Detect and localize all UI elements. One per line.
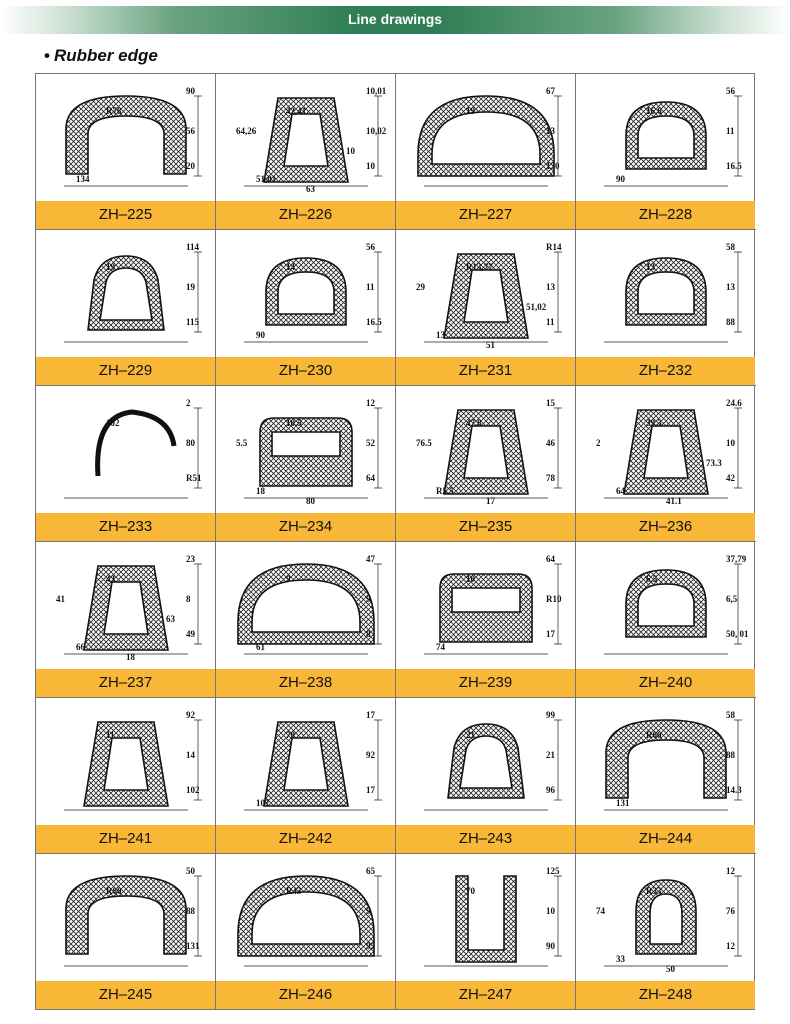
dimension-label: 76	[726, 906, 735, 916]
profile-code-label: ZH–232	[576, 357, 755, 385]
dimension-label: 6,5	[726, 594, 738, 604]
dimension-label: 24.6	[726, 398, 742, 408]
dimension-label: 80	[186, 438, 195, 448]
profile-drawing	[396, 74, 575, 200]
dimension-label: 9	[286, 574, 291, 584]
dimension-label: 23	[186, 554, 195, 564]
dimension-label: 131	[616, 798, 630, 808]
dimension-label: 9	[366, 594, 371, 604]
profile-cell	[396, 698, 576, 854]
profile-drawing	[36, 74, 215, 200]
dimension-label: 17	[486, 496, 495, 506]
profile-drawing	[36, 386, 215, 512]
dimension-label: R51	[186, 473, 202, 483]
dimension-label: 10	[346, 146, 355, 156]
dimension-label: 95	[366, 941, 375, 951]
dimension-label: 90	[256, 330, 265, 340]
profile-drawing	[396, 230, 575, 356]
dimension-label: 49	[186, 629, 195, 639]
dimension-label: R33	[646, 886, 662, 896]
profile-code-label: ZH–248	[576, 981, 755, 1009]
dimension-label: 64	[546, 554, 555, 564]
dimension-label: 70	[466, 886, 475, 896]
dimension-label: R78	[106, 106, 122, 116]
dimension-label: 16.5	[726, 161, 742, 171]
dimension-label: 51	[486, 340, 495, 350]
dimension-label: 10,01	[366, 86, 387, 96]
dimension-label: 18	[256, 486, 265, 496]
dimension-label: 43	[106, 574, 115, 584]
dimension-label: 19	[186, 282, 195, 292]
profile-code-label: ZH–233	[36, 513, 215, 541]
dimension-label: 10	[466, 574, 475, 584]
dimension-label: 9	[366, 906, 371, 916]
dimension-label: 50, 01	[726, 629, 749, 639]
dimension-label: R60	[646, 730, 662, 740]
dimension-label: 78	[546, 473, 555, 483]
profile-cell	[576, 542, 756, 698]
dimension-label: 56	[186, 126, 195, 136]
dimension-label: 74	[596, 906, 605, 916]
profile-cell	[396, 230, 576, 386]
dimension-label: R60	[106, 886, 122, 896]
dimension-label: 21	[546, 750, 555, 760]
dimension-label: 92	[366, 750, 375, 760]
dimension-label: 21	[466, 730, 475, 740]
dimension-label: 125	[546, 866, 560, 876]
header-title: Line drawings	[347, 11, 443, 27]
profile-code-label: ZH–227	[396, 201, 575, 229]
dimension-label: 17	[546, 629, 555, 639]
dimension-label: 11	[726, 126, 735, 136]
dimension-label: 66	[76, 642, 85, 652]
profile-drawing	[216, 854, 395, 980]
dimension-label: 41.1	[666, 496, 682, 506]
profile-cell	[216, 230, 396, 386]
profile-cell	[36, 542, 216, 698]
profile-code-label: ZH–242	[216, 825, 395, 853]
dimension-label: 19	[106, 262, 115, 272]
dimension-label: 50	[186, 866, 195, 876]
dimension-label: 8	[186, 594, 191, 604]
profile-cell	[216, 386, 396, 542]
dimension-label: 52	[366, 438, 375, 448]
dimension-label: 13	[546, 126, 555, 136]
dimension-label: 90	[186, 86, 195, 96]
dimension-label: 20	[186, 161, 195, 171]
dimension-label: 2	[596, 438, 601, 448]
dimension-label: 63	[166, 614, 175, 624]
dimension-label: 96	[546, 785, 555, 795]
profile-cell	[396, 542, 576, 698]
profile-code-label: ZH–226	[216, 201, 395, 229]
dimension-label: 102	[186, 785, 200, 795]
dimension-label: 64,26	[236, 126, 257, 136]
dimension-label: 10	[366, 161, 375, 171]
dimension-label: 67	[546, 86, 555, 96]
section-heading	[44, 46, 158, 66]
dimension-label: 10,02	[366, 126, 387, 136]
dimension-label: 88	[726, 750, 735, 760]
dimension-label: 12	[726, 941, 735, 951]
profile-cell	[396, 74, 576, 230]
dimension-label: 10	[546, 906, 555, 916]
profile-drawing	[576, 230, 755, 356]
dimension-label: 16.5	[366, 317, 382, 327]
dimension-label: 88	[186, 906, 195, 916]
dimension-label: 13	[726, 282, 735, 292]
dimension-label: 47.8	[466, 418, 482, 428]
dimension-label: 13	[646, 262, 655, 272]
dimension-label: 14	[186, 750, 195, 760]
dimension-label: 88	[726, 317, 735, 327]
profile-code-label: ZH–237	[36, 669, 215, 697]
dimension-label: 37,79	[726, 554, 747, 564]
dimension-label: 17	[366, 785, 375, 795]
profile-drawing	[396, 698, 575, 824]
dimension-label: 11	[366, 282, 375, 292]
profile-code-label: ZH–240	[576, 669, 755, 697]
profile-cell	[396, 386, 576, 542]
dimension-label: 42,41	[286, 106, 307, 116]
profile-drawing	[36, 542, 215, 668]
dimension-label: R10	[546, 594, 562, 604]
dimension-label: 2	[186, 398, 191, 408]
dimension-label: 90	[546, 941, 555, 951]
dimension-label: 63	[306, 184, 315, 194]
profile-drawing	[216, 74, 395, 200]
dimension-label: 58	[726, 242, 735, 252]
profile-drawing	[36, 854, 215, 980]
dimension-label: 65	[366, 866, 375, 876]
dimension-label: 51,01	[256, 174, 277, 184]
profile-cell	[576, 74, 756, 230]
dimension-label: 114	[186, 242, 200, 252]
dimension-label: 13	[546, 282, 555, 292]
dimension-label: 15	[546, 398, 555, 408]
dimension-lines	[64, 408, 202, 498]
profile-code-label: ZH–239	[396, 669, 575, 697]
dimension-label: 29	[416, 282, 425, 292]
dimension-label: 61	[256, 642, 265, 652]
profile-code-label: ZH–229	[36, 357, 215, 385]
dimension-label: 18	[126, 652, 135, 662]
dimension-label: 10.5	[286, 418, 302, 428]
dimension-label: 70	[286, 730, 295, 740]
dimension-label: R5.5	[436, 486, 454, 496]
dimension-label: 8	[366, 629, 371, 639]
profile-cell	[216, 698, 396, 854]
section-title: Rubber edge	[53, 46, 158, 65]
profile-drawing	[576, 854, 755, 980]
profile-drawing	[576, 74, 755, 200]
dimension-label: 64	[616, 486, 625, 496]
profile-drawing	[396, 386, 575, 512]
dimension-label: 11	[546, 317, 555, 327]
profile-drawing	[576, 698, 755, 824]
profile-cell	[36, 386, 216, 542]
profile-code-label: ZH–225	[36, 201, 215, 229]
dimension-label: R43	[286, 886, 302, 896]
profile-cell	[576, 854, 756, 1010]
section-bullet: •	[44, 46, 50, 65]
profile-cell	[216, 854, 396, 1010]
dimension-label: 13	[436, 330, 445, 340]
dimension-label: 12	[726, 866, 735, 876]
profile-drawing	[216, 230, 395, 356]
profile-cell	[36, 74, 216, 230]
profile-code-label: ZH–246	[216, 981, 395, 1009]
dimension-label: 41	[56, 594, 65, 604]
profile-code-label: ZH–235	[396, 513, 575, 541]
dimension-label: 6,5	[646, 574, 658, 584]
profile-code-label: ZH–243	[396, 825, 575, 853]
profile-drawing	[216, 698, 395, 824]
dimension-label: 11	[106, 730, 115, 740]
profile-drawing	[396, 542, 575, 668]
dimension-label: 115	[186, 317, 200, 327]
profile-code-label: ZH–228	[576, 201, 755, 229]
dimension-label: 58	[726, 710, 735, 720]
profile-cell	[576, 698, 756, 854]
profile-cell	[576, 230, 756, 386]
dimension-label: 17	[366, 710, 375, 720]
dimension-label: 46	[546, 438, 555, 448]
profile-code-label: ZH–230	[216, 357, 395, 385]
dimension-label: 50	[666, 964, 675, 974]
profile-drawing	[216, 386, 395, 512]
dimension-label: 92	[186, 710, 195, 720]
profile-code-label: ZH–234	[216, 513, 395, 541]
profile-cell	[36, 230, 216, 386]
dimension-label: 102	[106, 418, 120, 428]
profile-cell	[576, 386, 756, 542]
dimension-label: 64	[366, 473, 375, 483]
dimension-label: 19	[466, 106, 475, 116]
profile-drawing	[36, 230, 215, 356]
profile-code-label: ZH–236	[576, 513, 755, 541]
profile-code-label: ZH–231	[396, 357, 575, 385]
dimension-label: 80	[306, 496, 315, 506]
dimension-label: 12	[366, 398, 375, 408]
dimension-label: 51,02	[526, 302, 547, 312]
header-bar	[0, 6, 790, 34]
profile-code-label: ZH–244	[576, 825, 755, 853]
profile-code-label: ZH–247	[396, 981, 575, 1009]
dimension-label: 47	[366, 554, 375, 564]
dimension-label: 76.5	[416, 438, 432, 448]
dimension-label: R13,77	[466, 262, 493, 272]
dimension-label: 42	[726, 473, 735, 483]
profile-drawing	[216, 542, 395, 668]
profile-drawing	[576, 542, 755, 668]
profile-code-label: ZH–245	[36, 981, 215, 1009]
dimension-label: 33	[616, 954, 625, 964]
dimension-label: 10	[726, 438, 735, 448]
dimension-label: 16.6	[646, 106, 662, 116]
profile-cell	[36, 854, 216, 1010]
dimension-label: 14.3	[726, 785, 742, 795]
dimension-label: 56	[366, 242, 375, 252]
profile-code-label: ZH–238	[216, 669, 395, 697]
dimension-label: R14	[546, 242, 562, 252]
dimension-label: 14	[286, 262, 295, 272]
dimension-label: 134	[76, 174, 90, 184]
dimension-label: 56	[726, 86, 735, 96]
dimension-label: 131	[186, 941, 200, 951]
dimension-label: 39.3	[646, 418, 662, 428]
profile-drawing	[36, 698, 215, 824]
dimension-label: 130	[546, 161, 560, 171]
dimension-label: 99	[546, 710, 555, 720]
profile-drawing	[396, 854, 575, 980]
dimension-label: 73.3	[706, 458, 722, 468]
dimension-label: 107	[256, 798, 270, 808]
dimension-label: 74	[436, 642, 445, 652]
profile-drawing	[576, 386, 755, 512]
profile-cell	[216, 74, 396, 230]
profile-cell	[216, 542, 396, 698]
profile-cell	[36, 698, 216, 854]
profile-code-label: ZH–241	[36, 825, 215, 853]
profile-cell	[396, 854, 576, 1010]
drawings-grid	[35, 73, 755, 1010]
dimension-label: 90	[616, 174, 625, 184]
dimension-label: 5.5	[236, 438, 248, 448]
